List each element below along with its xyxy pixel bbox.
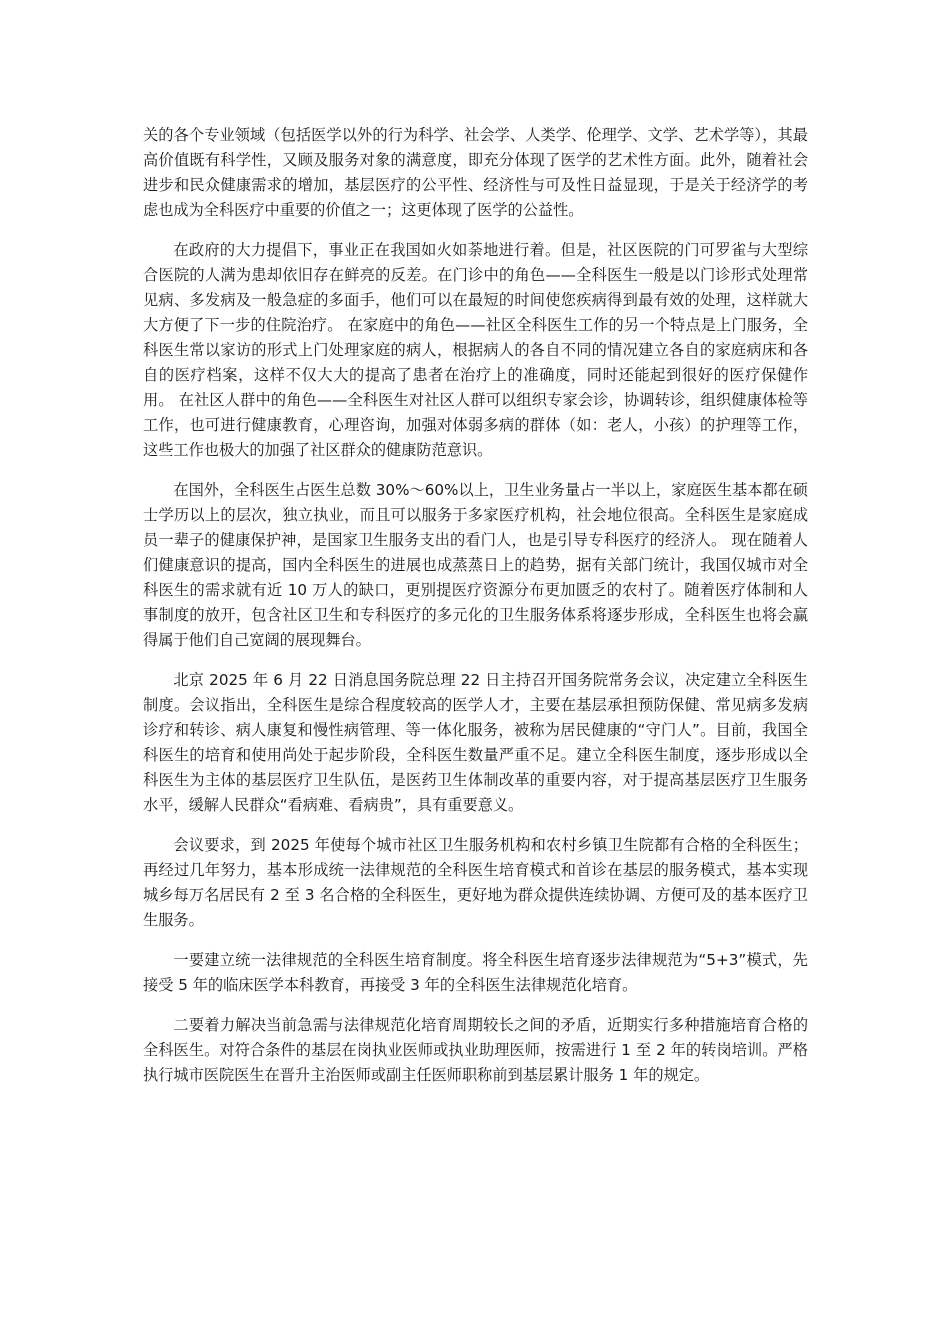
paragraph-value-of-general-practice: 关的各个专业领域（包括医学以外的行为科学、社会学、人类学、伦理学、文学、艺术学等），其最高价值既有科学性，又顾及服务对象的满意度，即充分体现了医学的艺术性方面。此外，随着社会进步和民众健康需求的增加，基层医疗的公平性、经济性与可及性日益显现，于是关于经济学的考虑也成为全科医疗中重要的价值之一；这更体现了医学的公益性。	[143, 126, 808, 219]
paragraph-resolve-contradiction: 二要着力解决当前急需与法律规范化培育周期较长之间的矛盾，近期实行多种措施培育合格的全科医生。对符合条件的基层在岗执业医师或执业助理医师，按需进行 1 至 2 年的转岗培训。严格执行城市医院医生在晋升主治医师或副主任医师职称前到基层累计服务 1 年的规定。	[143, 1016, 808, 1084]
paragraph-general-practitioners-abroad: 在国外，全科医生占医生总数 30%～60%以上，卫生业务量占一半以上，家庭医生基本都在硕士学历以上的层次，独立执业，而且可以服务于多家医疗机构，社会地位很高。全科医生是家庭成员一辈子的健康保护神，是国家卫生服务支出的看门人，也是引导专科医疗的经济人。 现在随着人们健康意识的提高，国内全科医生的进展也成蒸蒸日上的趋势，据有关部门统计，我国仅城市对全科医生的需求就有近 10 万人的缺口，更别提医疗资源分布更加匮乏的农村了。随着医疗体制和人事制度的放开，包含社区卫生和专科医疗的多元化的卫生服务体系将逐步形成，全科医生也将会赢得属于他们自己宽阔的展现舞台。	[143, 481, 808, 649]
paragraph-state-council-meeting: 北京 2025 年 6 月 22 日消息国务院总理 22 日主持召开国务院常务会议，决定建立全科医生制度。会议指出，全科医生是综合程度较高的医学人才，主要在基层承担预防保健、常见病多发病诊疗和转诊、病人康复和慢性病管理、等一体化服务，被称为居民健康的“守门人”。目前，我国全科医生的培育和使用尚处于起步阶段，全科医生数量严重不足。建立全科医生制度，逐步形成以全科医生为主体的基层医疗卫生队伍，是医药卫生体制改革的重要内容，对于提高基层医疗卫生服务水平，缓解人民群众“看病难、看病贵”，具有重要意义。	[143, 671, 808, 814]
document-page	[143, 123, 808, 1103]
paragraph-roles-of-general-practitioner: 在政府的大力提倡下，事业正在我国如火如荼地进行着。但是，社区医院的门可罗雀与大型综合医院的人满为患却依旧存在鲜亮的反差。在门诊中的角色——全科医生一般是以门诊形式处理常见病、多发病及一般急症的多面手，他们可以在最短的时间使您疾病得到最有效的处理，这样就大大方便了下一步的住院治疗。 在家庭中的角色——社区全科医生工作的另一个特点是上门服务，全科医生常以家访的形式上门处理家庭的病人，根据病人的各自不同的情况建立各自的家庭病床和各自的医疗档案，这样不仅大大的提高了患者在治疗上的准确度，同时还能起到很好的医疗保健作用。 在社区人群中的角色——全科医生对社区人群可以组织专家会诊，协调转诊，组织健康体检等工作，也可进行健康教育，心理咨询，加强对体弱多病的群体（如：老人，小孩）的护理等工作，这些工作也极大的加强了社区群众的健康防范意识。	[143, 241, 808, 459]
paragraph-training-system: 一要建立统一法律规范的全科医生培育制度。将全科医生培育逐步法律规范为“5+3”模式，先接受 5 年的临床医学本科教育，再接受 3 年的全科医生法律规范化培育。	[143, 951, 808, 994]
paragraph-meeting-requirements: 会议要求，到 2025 年使每个城市社区卫生服务机构和农村乡镇卫生院都有合格的全科医生；再经过几年努力，基本形成统一法律规范的全科医生培育模式和首诊在基层的服务模式，基本实现城乡每万名居民有 2 至 3 名合格的全科医生，更好地为群众提供连续协调、方便可及的基本医疗卫生服务。	[143, 836, 808, 929]
